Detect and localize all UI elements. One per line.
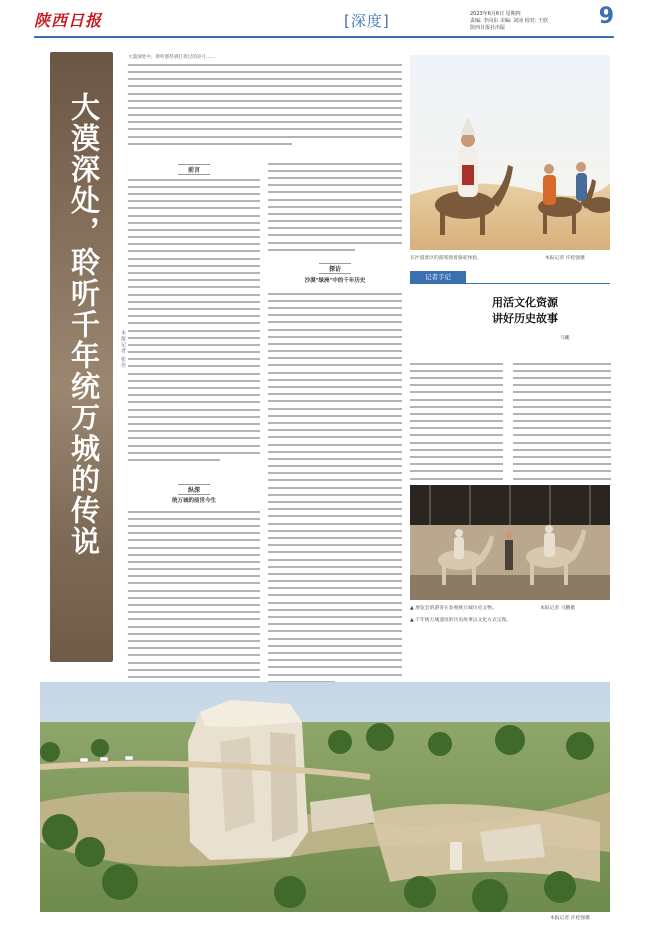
newspaper-logo: 陕西日报 [34, 11, 103, 30]
section-title-2: 沙漠"绿洲"中的千年历史 [304, 278, 366, 284]
museum-photo [410, 485, 610, 600]
subhead-2: 纵深 [128, 484, 260, 495]
camel-photo [410, 55, 610, 250]
museum-caption-2: ▲ 千年统万城遗址的历史故事以文化方式呈现。 [410, 618, 512, 623]
column-1-text-b [128, 508, 260, 700]
section-title-1: 统万城的前世今生 [171, 498, 216, 504]
ruins-photo [40, 682, 610, 912]
masthead-rule [34, 36, 614, 38]
section-label: [深度] [344, 12, 390, 30]
museum-caption-1: ▲ 展览会的游客在参观统万城历史文物。 [410, 606, 497, 611]
column-1-text-a [128, 176, 260, 474]
page-number: 9 [598, 4, 614, 29]
commentary-title: 用活文化资源 讲好历史故事 [492, 296, 558, 325]
column-2-text-a [268, 160, 402, 256]
byline: 本报记者 张佳 [120, 330, 126, 369]
column-2-text-b [268, 290, 402, 700]
headline-banner [50, 52, 113, 662]
subhead-3: 探访 [268, 263, 402, 274]
issue-date: 2023年6月6日 星期四 [470, 11, 521, 17]
commentary-text-right [513, 360, 611, 500]
camel-caption: 在沙漠景区的游客骑着骆驼体验。 [410, 256, 482, 261]
camel-photo-art [410, 55, 610, 250]
masthead [34, 4, 614, 38]
issue-info [470, 11, 600, 32]
issue-publisher: 陕西日报社出版 [470, 25, 506, 31]
intro-text [128, 54, 402, 158]
commentary-rule [410, 283, 610, 284]
ruins-photo-art [40, 682, 610, 912]
commentary-tag: 记者手记 [410, 271, 466, 283]
intro-lead: 大漠深处中，聆听那些被打扰过的岁月…… [128, 55, 216, 60]
headline: 大漠深处，聆听千年统万城的传说 [67, 92, 101, 557]
subhead-1: 前言 [128, 164, 260, 175]
commentary-author: 马鹏 [560, 336, 570, 341]
issue-editors: 责编: 李向东 美编: 刘沛 校对: 王欣 [470, 18, 549, 24]
ruins-credit: 本报记者 许桂强摄 [550, 916, 590, 921]
camel-credit: 本报记者 许桂强摄 [545, 256, 585, 261]
museum-credit: 本报记者 马鹏摄 [540, 606, 576, 611]
museum-photo-art [410, 485, 610, 600]
